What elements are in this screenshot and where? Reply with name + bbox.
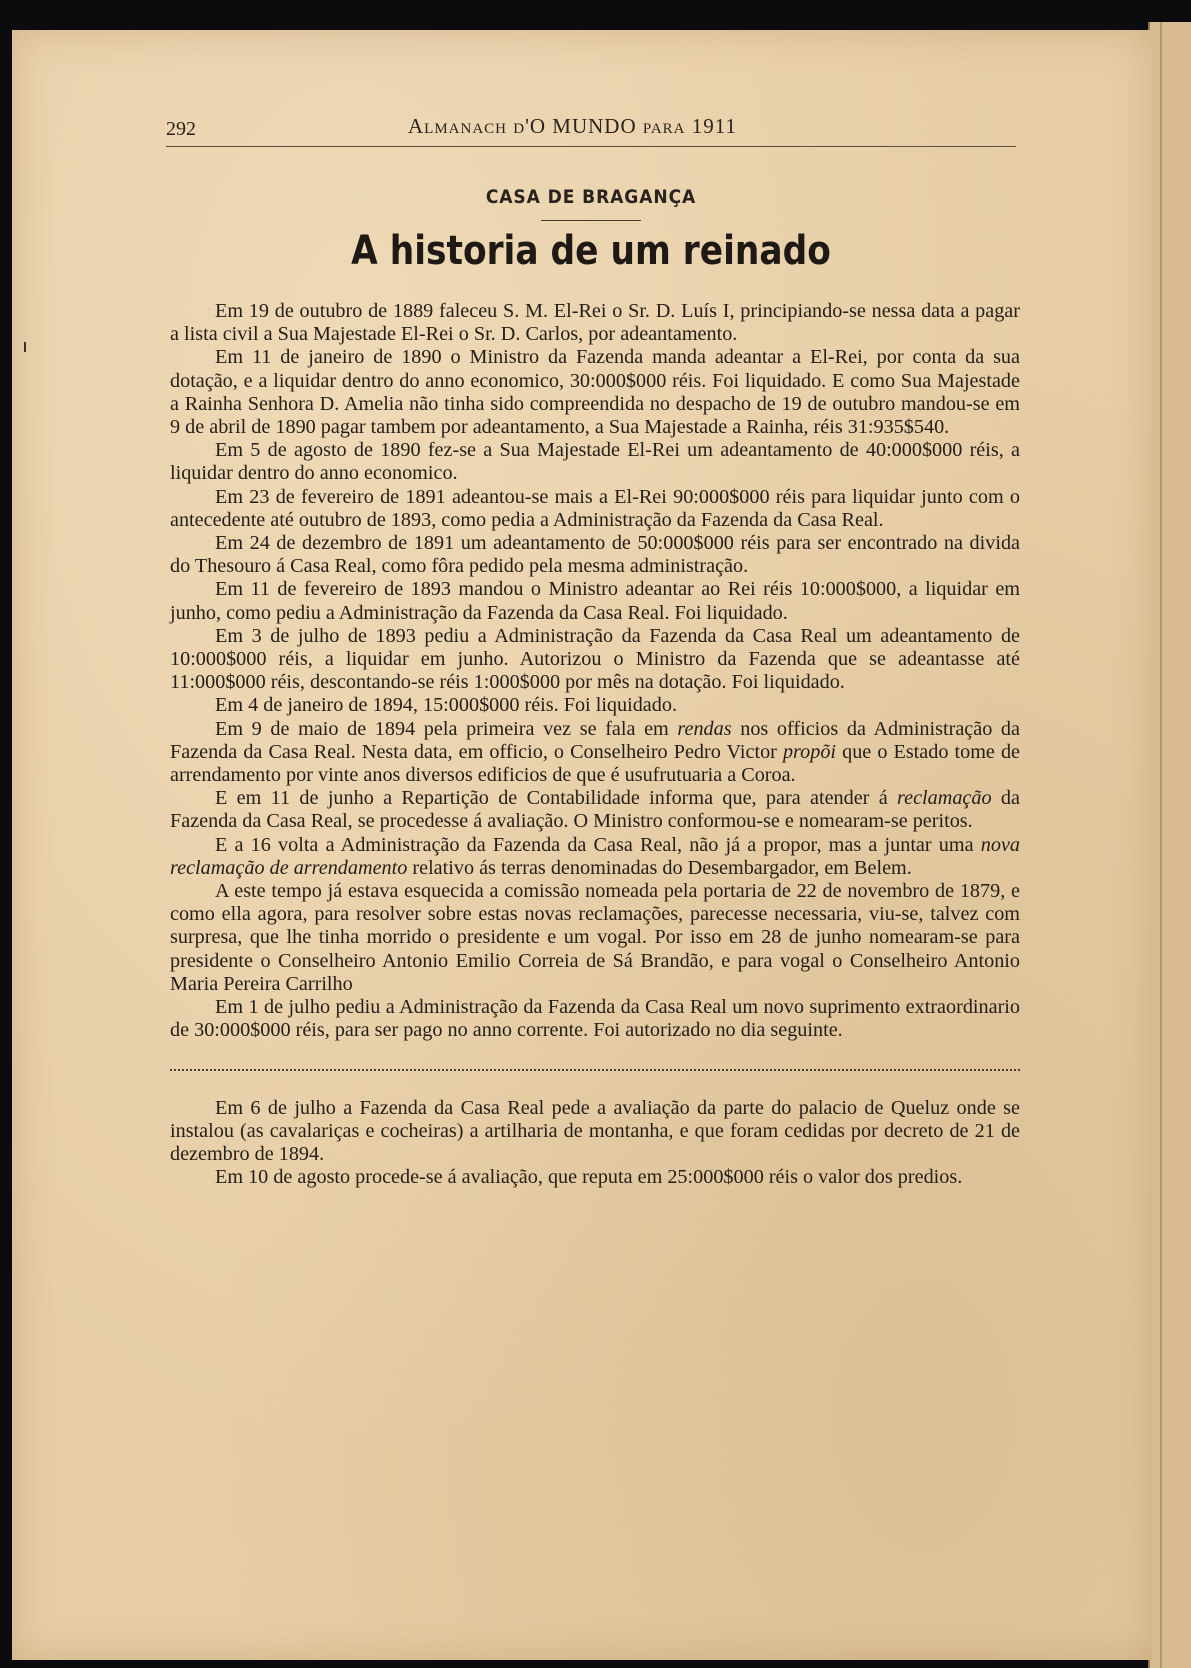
article-title: A historia de um reinado (351, 228, 831, 274)
paragraph: Em 10 de agosto procede-se á avaliação, que reputa em 25:000$000 réis o valor dos predios. (215, 1166, 963, 1189)
paragraph: Em 19 de outubro de 1889 faleceu S. M. El-Rei o Sr. D. Luís I, principiando-se nessa data a pagar a lista civil a Sua Majestade El-Rei o Sr. D. Carlos, por adeantamento. (170, 300, 1020, 346)
paragraph-text: relativo ás terras denominadas do Desembargador, em Belem. (407, 856, 912, 879)
paragraph-text: que o Estado tome de arrendamento por vinte anos diversos edificios de que é usufrutuaria a Coroa. (170, 740, 1020, 787)
section-label: CASA DE BRAGANÇA (485, 186, 697, 208)
margin-mark (24, 342, 26, 352)
paragraph-text: E a 16 volta a Administração da Fazenda da Casa Real, não já a propor, mas a juntar uma (215, 833, 981, 856)
paragraph: Em 3 de julho de 1893 pediu a Administração da Fazenda da Casa Real um adeantamento de 10:000$000 réis, a liquidar em junho. Autorizou o Ministro da Fazenda que se adeantasse até 11:000$000 réis, descontando-se réis 1:000$000 por mês na dotação. Foi liquidado. (170, 624, 1020, 694)
almanac-title: Almanach d'O MUNDO para 1911 (408, 114, 737, 138)
italic-term: rendas (677, 717, 732, 740)
running-head (166, 114, 1016, 147)
paragraph (170, 834, 1020, 880)
paragraph: Em 24 de dezembro de 1891 um adeantamento de 50:000$000 réis para ser encontrado na divida do Thesouro á Casa Real, como fôra pedido pela mesma administração. (170, 532, 1020, 578)
dotted-separator (170, 1045, 1020, 1071)
italic-term: propõi (782, 740, 837, 763)
paragraph-text: Em 9 de maio de 1894 pela primeira vez se fala em (215, 717, 678, 740)
paragraph: Em 5 de agosto de 1890 fez-se a Sua Majestade El-Rei um adeantamento de 40:000$000 réis, a liquidar dentro do anno economico. (170, 439, 1020, 485)
page-number: 292 (166, 118, 196, 140)
italic-term: reclamação (897, 787, 992, 810)
paragraph: Em 6 de julho a Fazenda da Casa Real pede a avaliação da parte do palacio de Queluz onde se instalou (as cavalariças e cocheiras) a artilharia de montanha, e que foram cedidas por decreto de 21 de dezembro de 1894. (170, 1096, 1020, 1165)
italic-term: nova reclamação de arrendamento (170, 833, 1020, 879)
title-rule (541, 220, 641, 221)
paragraph: Em 1 de julho pediu a Administração da Fazenda da Casa Real um novo suprimento extraordinario de 30:000$000 réis, para ser pago no anno corrente. Foi autorizado no dia seguinte. (170, 996, 1020, 1042)
paragraph: Em 11 de fevereiro de 1893 mandou o Ministro adeantar ao Rei réis 10:000$000, a liquidar em junho, como pediu a Administração da Fazenda da Casa Real. Foi liquidado. (170, 578, 1020, 624)
paragraph: Em 4 de janeiro de 1894, 15:000$000 réis. Foi liquidado. (215, 694, 678, 717)
paragraph (170, 718, 1020, 788)
paragraph-text: da Fazenda da Casa Real, se procedesse á avaliação. O Ministro conformou-se e nomearam-se peritos. (170, 787, 1020, 833)
paragraph-text: E em 11 de junho a Repartição de Contabilidade informa que, para atender á (215, 787, 898, 810)
paragraph: Em 11 de janeiro de 1890 o Ministro da Fazenda manda adeantar a El-Rei, por conta da sua dotação, e a liquidar dentro do anno economico, 30:000$000 réis. Foi liquidado. E como Sua Majestade a Rainha Senhora D. Amelia não tinha sido compreendida no despacho de 19 de outubro mandou-se em 9 de abril de 1890 pagar tambem por adeantamento, a Sua Majestade a Rainha, réis 31:935$540. (170, 346, 1020, 439)
paragraph-text: nos officios da Administração da Fazenda da Casa Real. Nesta data, em officio, o Conselheiro Pedro Victor (170, 717, 1020, 763)
paragraph: Em 23 de fevereiro de 1891 adeantou-se mais a El-Rei 90:000$000 réis para liquidar junto com o antecedente até outubro de 1893, como pedia a Administração da Fazenda da Casa Real. (170, 485, 1020, 531)
paragraph (170, 787, 1020, 833)
next-page-edge (1148, 22, 1191, 1668)
article-body (170, 300, 1020, 1189)
paragraph: A este tempo já estava esquecida a comissão nomeada pela portaria de 22 de novembro de 1879, e como ella agora, para resolver sobre estas novas reclamações, parecesse necessaria, viu-se, talvez com surpresa, que lhe tinha morrido o presidente e um vogal. Por isso em 28 de junho nomearam-se para presidente o Conselheiro Antonio Emilio Correia de Sá Brandão, e para vogal o Conselheiro Antonio Maria Pereira Carrilho (170, 880, 1020, 995)
